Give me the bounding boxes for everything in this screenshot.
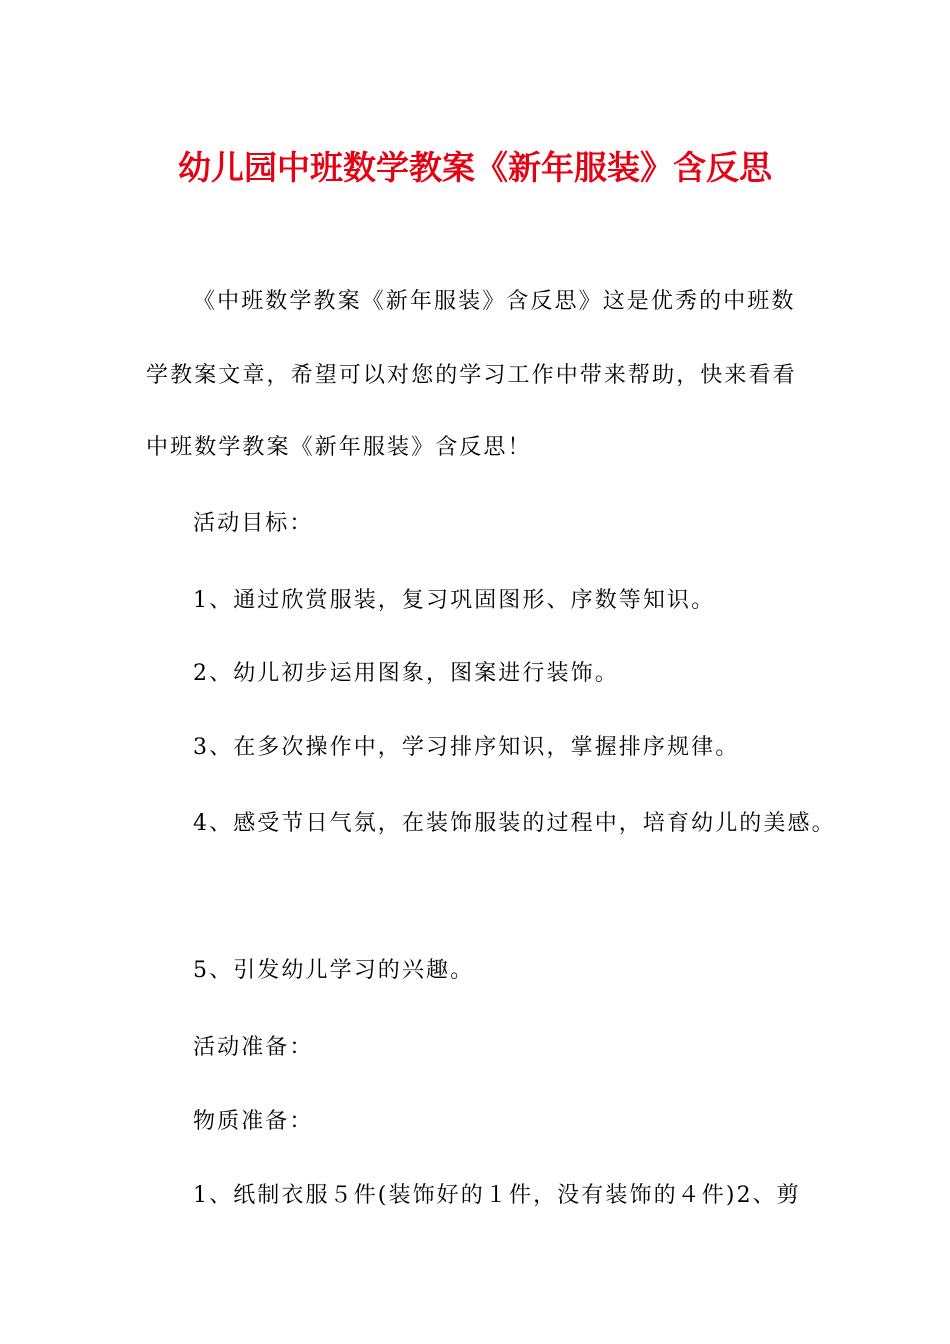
- goal-item-5: 5、引发幼儿学习的兴趣。: [193, 958, 475, 983]
- goal-item-2: 2、幼儿初步运用图象，图案进行装饰。: [193, 661, 619, 686]
- goal-item-4: 4、感受节日气氛，在装饰服装的过程中，培育幼儿的美感。: [193, 811, 836, 836]
- material-heading: 物质准备：: [193, 1109, 314, 1134]
- prep-heading: 活动准备：: [193, 1035, 314, 1060]
- goals-heading: 活动目标：: [193, 511, 314, 536]
- intro-line-1: 《中班数学教案《新年服装》含反思》这是优秀的中班数: [193, 289, 796, 314]
- document-title: 幼儿园中班数学教案《新年服装》含反思: [178, 148, 772, 187]
- goal-item-1: 1、通过欣赏服装，复习巩固图形、序数等知识。: [193, 588, 716, 613]
- intro-line-3: 中班数学教案《新年服装》含反思！: [146, 435, 532, 460]
- goal-item-3: 3、在多次操作中，学习排序知识，掌握排序规律。: [193, 735, 740, 760]
- intro-line-2: 学教案文章，希望可以对您的学习工作中带来帮助，快来看看: [146, 363, 797, 388]
- material-item-1: 1、纸制衣服５件(装饰好的１件，没有装饰的４件)2、剪: [193, 1183, 801, 1208]
